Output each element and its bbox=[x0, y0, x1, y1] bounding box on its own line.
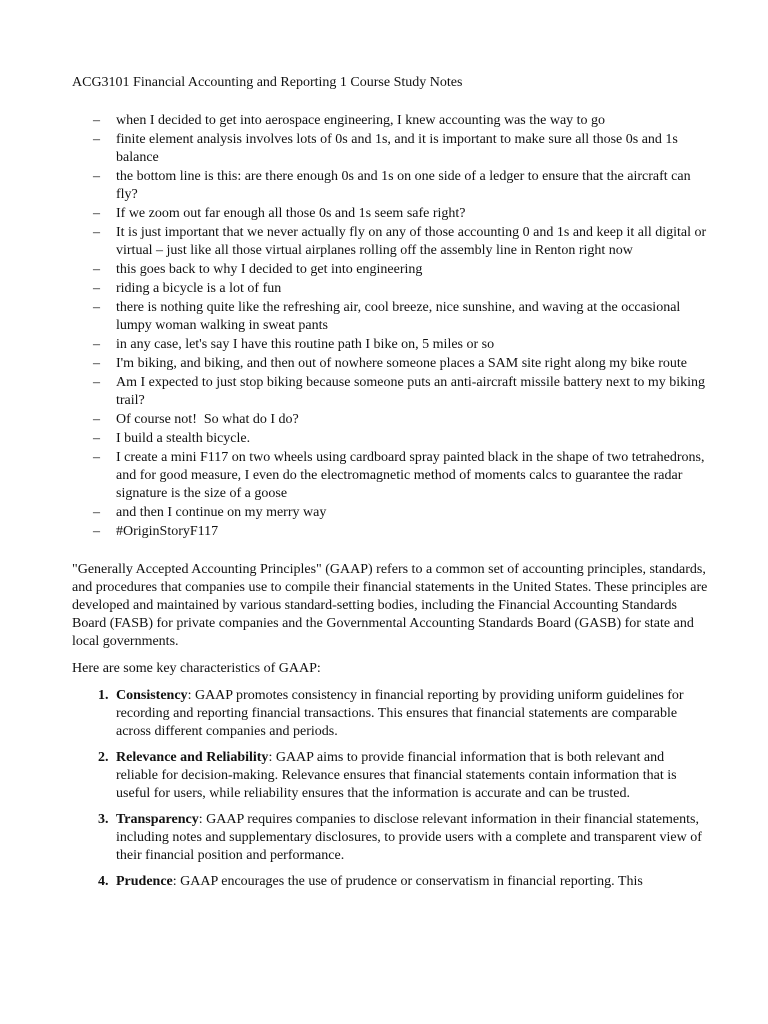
note-text: finite element analysis involves lots of 0s and 1s, and it is important to make sure all those 0s and 1s balance bbox=[116, 132, 678, 165]
note-item bbox=[72, 374, 708, 410]
note-item bbox=[72, 299, 708, 335]
characteristic-item bbox=[72, 687, 708, 741]
dash-bullet: – bbox=[93, 450, 100, 465]
dash-bullet: – bbox=[93, 281, 100, 296]
dash-bullet: – bbox=[93, 300, 100, 315]
characteristic-item bbox=[72, 749, 708, 803]
note-text: It is just important that we never actually fly on any of those accounting 0 and 1s and keep it all digital or virtual – just like all those virtual airplanes rolling off the assembly line in Renton right now bbox=[116, 225, 707, 258]
dash-bullet: – bbox=[93, 225, 100, 240]
dash-bullet: – bbox=[93, 356, 100, 371]
characteristic-text: : GAAP promotes consistency in financial reporting by providing uniform guidelines for recording and reporting financial transactions. This ensures that financial statements are comparable across different companies and periods. bbox=[116, 688, 684, 739]
note-text: Am I expected to just stop biking because someone puts an anti-aircraft missile battery next to my biking trail? bbox=[116, 375, 706, 408]
note-item bbox=[72, 112, 708, 130]
note-item bbox=[72, 411, 708, 429]
characteristic-term: Transparency bbox=[116, 812, 199, 827]
note-item bbox=[72, 336, 708, 354]
characteristic-text: : GAAP requires companies to disclose relevant information in their financial statements, including notes and supplementary disclosures, to provide users with a complete and transparent view of their financial position and performance. bbox=[116, 812, 702, 863]
dash-bullet: – bbox=[93, 206, 100, 221]
gaap-characteristics-list bbox=[72, 687, 708, 891]
note-item bbox=[72, 523, 708, 541]
note-item bbox=[72, 504, 708, 522]
dash-bullet: – bbox=[93, 113, 100, 128]
characteristic-item bbox=[72, 873, 708, 891]
note-text: riding a bicycle is a lot of fun bbox=[116, 281, 282, 296]
note-item bbox=[72, 430, 708, 448]
note-text: there is nothing quite like the refreshing air, cool breeze, nice sunshine, and waving at the occasional lumpy woman walking in sweat pants bbox=[116, 300, 681, 333]
dash-bullet: – bbox=[93, 375, 100, 390]
dash-bullet: – bbox=[93, 524, 100, 539]
note-text: the bottom line is this: are there enough 0s and 1s on one side of a ledger to ensure that the aircraft can fly? bbox=[116, 169, 691, 202]
note-item bbox=[72, 205, 708, 223]
characteristic-text: : GAAP encourages the use of prudence or conservatism in financial reporting. This bbox=[172, 874, 643, 889]
note-text: when I decided to get into aerospace engineering, I knew accounting was the way to go bbox=[116, 113, 606, 128]
study-notes-list bbox=[72, 112, 708, 541]
note-text: #OriginStoryF117 bbox=[116, 524, 219, 539]
item-number: 4. bbox=[98, 874, 109, 889]
characteristic-item bbox=[72, 811, 708, 865]
characteristic-term: Relevance and Reliability bbox=[116, 750, 269, 765]
characteristic-term: Prudence bbox=[116, 874, 173, 889]
note-item bbox=[72, 168, 708, 204]
note-item bbox=[72, 261, 708, 279]
note-text: I build a stealth bicycle. bbox=[116, 431, 251, 446]
note-item bbox=[72, 449, 708, 503]
note-item bbox=[72, 224, 708, 260]
note-item bbox=[72, 355, 708, 373]
dash-bullet: – bbox=[93, 132, 100, 147]
item-number: 2. bbox=[98, 750, 109, 765]
item-number: 3. bbox=[98, 812, 109, 827]
note-text: If we zoom out far enough all those 0s and 1s seem safe right? bbox=[116, 206, 466, 221]
note-text: in any case, let's say I have this routine path I bike on, 5 miles or so bbox=[116, 337, 495, 352]
characteristic-text: : GAAP aims to provide financial information that is both relevant and reliable for decision-making. Relevance ensures that financial statements contain information that is useful for users, while reliability ensures that the information is accurate and can be trusted. bbox=[116, 750, 677, 801]
characteristics-intro: Here are some key characteristics of GAAP: bbox=[72, 661, 321, 676]
note-text: I'm biking, and biking, and then out of nowhere someone places a SAM site right along my bike route bbox=[116, 356, 687, 371]
note-item bbox=[72, 131, 708, 167]
note-text: this goes back to why I decided to get into engineering bbox=[116, 262, 423, 277]
note-text: Of course not! So what do I do? bbox=[116, 412, 299, 427]
dash-bullet: – bbox=[93, 431, 100, 446]
dash-bullet: – bbox=[93, 169, 100, 184]
item-number: 1. bbox=[98, 688, 109, 703]
dash-bullet: – bbox=[93, 412, 100, 427]
dash-bullet: – bbox=[93, 262, 100, 277]
note-item bbox=[72, 280, 708, 298]
dash-bullet: – bbox=[93, 337, 100, 352]
dash-bullet: – bbox=[93, 505, 100, 520]
note-text: and then I continue on my merry way bbox=[116, 505, 327, 520]
note-text: I create a mini F117 on two wheels using cardboard spray painted black in the shape of two tetrahedrons, and for good measure, I even do the electromagnetic method of moments calcs to guarantee the radar signature is the size of a goose bbox=[116, 450, 705, 501]
document-title: ACG3101 Financial Accounting and Reporting 1 Course Study Notes bbox=[72, 75, 463, 90]
gaap-intro-paragraph: "Generally Accepted Accounting Principles" (GAAP) refers to a common set of accounting principles, standards, and procedures that companies use to compile their financial statements in the United States. These principles are developed and maintained by various standard-setting bodies, including the Financial Accounting Standards Board (FASB) for private companies and the Governmental Accounting Standards Board (GASB) for state and local governments. bbox=[72, 562, 708, 649]
characteristic-term: Consistency bbox=[116, 688, 188, 703]
